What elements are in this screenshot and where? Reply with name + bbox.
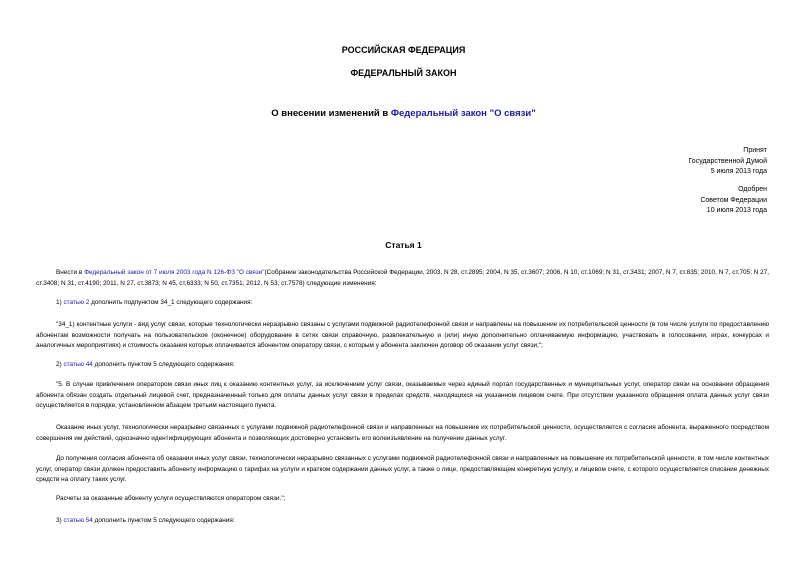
item-text: дополнить пунктом 5 следующего содержания: <box>92 361 235 368</box>
intro-prefix: Внести в <box>56 269 85 276</box>
quote-consent-paragraph: До получения согласия абонента об оказании иных услуг связи, технологически неразрывно связанных с услугами подвижной радиотелефонной связи и направленных на повышение их потребительской ценности, в том числе контентных услуг, оператор связи должен предоставить абоненту информацию о тарифах на услуги и кратком содержании данных услуг, а также о лице, предоставляющем конкретную услугу, и лицевом счете, с которого осуществляется списание денежных средств на оплату таких услуг. <box>36 455 769 483</box>
article-54-link[interactable]: статью 54 <box>63 517 93 524</box>
item-text: дополнить пунктом 5 следующего содержания: <box>92 517 235 524</box>
item-text: дополнить подпунктом 34_1 следующего содержания: <box>89 299 253 306</box>
quote-payments-paragraph: Расчеты за оказанные абоненту услуги осуществляются оператором связи."; <box>56 495 286 502</box>
adoption-date: 5 июля 2013 года <box>710 168 767 175</box>
intro-rest: (Собрание законодательства Российской Федерации, 2003, N 28, ст.2895; 2004, N 35, ст.3607; 2006, N 10, ст.1069; N 31, ст.3431; 2007, N 7, ст.835; 2010, N 7, ст.705; N 27, ст.3408; N 31, ст.4190; 2011, N 27, ст.3873; N 45, ст.6333; N 50, ст.7351; 2012, N 53, ст.7578) следующие изменения: <box>36 269 770 287</box>
document-title <box>0 108 807 119</box>
item-number: 3) <box>56 517 64 524</box>
law-type-heading: ФЕДЕРАЛЬНЫЙ ЗАКОН <box>350 68 457 78</box>
approval-federation-council-block <box>567 185 767 217</box>
approval-date: 10 июля 2013 года <box>706 207 767 214</box>
title-prefix: О внесении изменений в <box>271 108 391 119</box>
item-3-paragraph <box>36 516 769 527</box>
adoption-duma-block <box>567 146 767 178</box>
intro-law-link[interactable]: Федеральный закон от 7 июля 2003 года N 126-ФЗ "О связи" <box>84 269 265 276</box>
item-number: 2) <box>56 361 64 368</box>
country-heading: РОССИЙСКАЯ ФЕДЕРАЦИЯ <box>341 45 466 55</box>
item-number: 1) <box>56 299 64 306</box>
title-law-link[interactable]: Федеральный закон "О связи" <box>390 108 536 119</box>
item-1-paragraph <box>36 298 769 309</box>
adoption-line: Государственной Думой <box>688 157 767 165</box>
article-intro-paragraph <box>36 268 769 289</box>
quote-34-1-paragraph: "34_1) контентные услуги - вид услуг связи, которые технологически неразрывно связаны с услугами подвижной радиотелефонной связи и направлены на повышение их потребительской ценности (в том числе услуги по предоставлению абонентам возможности получать на пользовательское (оконечное) оборудование в сетях связи справочную, развлекательную и (или) иную дополнительно оплачиваемую информацию, участвовать в голосовании, играх, конкурсах и аналогичных мероприятиях) и стоимость оказания которых оплачивается абонентом оператору связи, с которым у абонента заключен договор об оказании услуг связи;"; <box>36 321 769 349</box>
approval-line: Одобрен <box>738 186 767 193</box>
adoption-line: Принят <box>743 147 767 154</box>
quote-point-5-paragraph: "5. В случае привлечения оператором связи иных лиц к оказанию контентных услуг, за исключением услуг связи, оказываемых через единый портал государственных и муниципальных услуг, оператор связи на основании обращения абонента обязан создать отдельный лицевой счет, предназначенный только для оплаты данных услуг связи в пределах средств, находящихся на указанном лицевом счете. При отсутствии указанного обращения оплата данных услуг связи осуществляется в порядке, установленном абзацем третьим настоящего пункта. <box>36 381 769 409</box>
quote-other-services-paragraph: Оказание иных услуг, технологически неразрывно связанных с услугами подвижной радиотелефонной связи и направленных на повышение их потребительской ценности, осуществляется с согласия абонента, выраженного посредством совершения им действий, однозначно идентифицирующих абонента и позволяющих достоверно установить его волеизъявление на получение данных услуг. <box>36 424 769 442</box>
article-44-link[interactable]: статью 44 <box>63 361 93 368</box>
item-2-paragraph <box>36 360 769 371</box>
approval-line: Советом Федерации <box>700 196 767 204</box>
article-2-link[interactable]: статью 2 <box>63 299 90 306</box>
article-heading: Статья 1 <box>385 240 422 250</box>
